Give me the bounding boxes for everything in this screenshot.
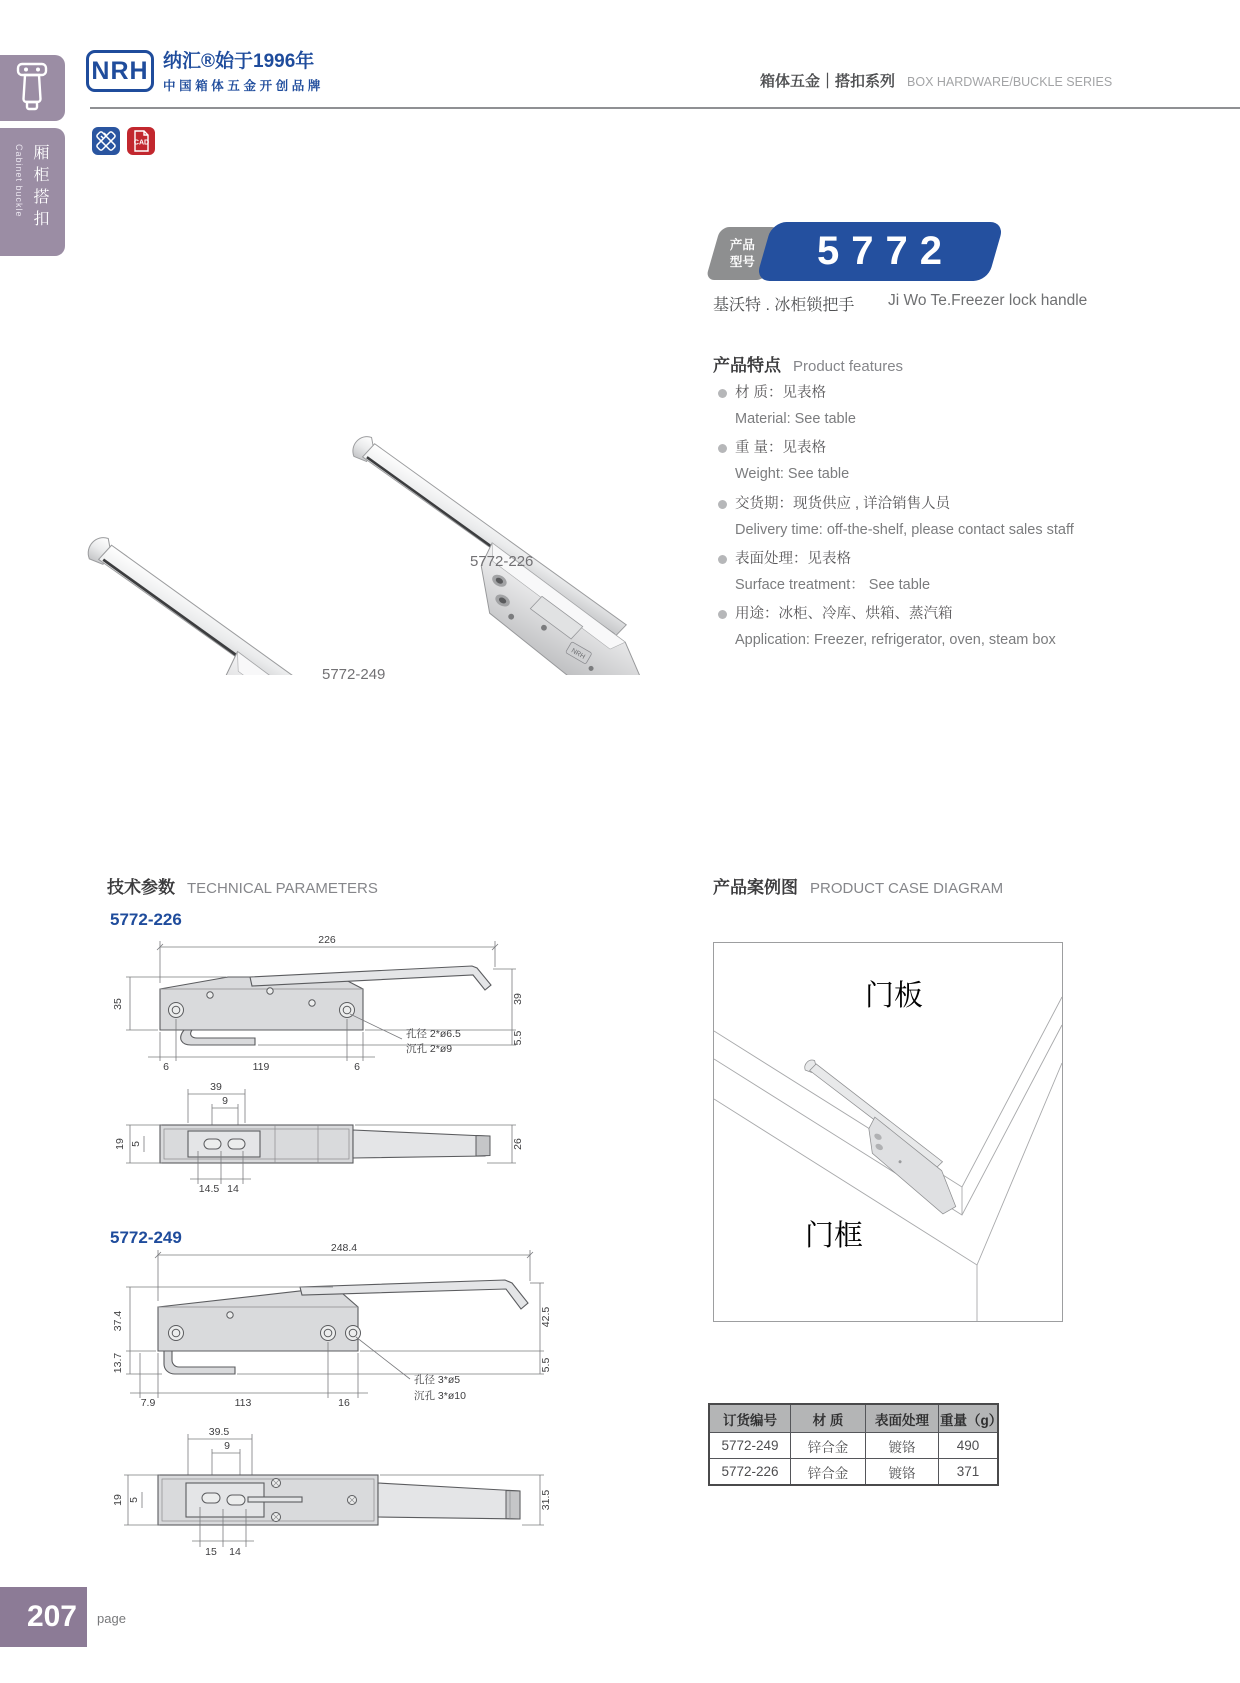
cad-badge [127, 127, 155, 155]
tech-title-en: TECHNICAL PARAMETERS [187, 880, 378, 897]
page-label: page [97, 1611, 126, 1626]
svg-text:9: 9 [224, 1440, 230, 1452]
svg-text:7.9: 7.9 [140, 1397, 156, 1409]
feature-item-surface [713, 549, 1143, 595]
svg-text:6: 6 [163, 1061, 169, 1073]
cad-file-icon [127, 127, 155, 155]
svg-text:226: 226 [318, 934, 336, 946]
spec-table [708, 1403, 1003, 1486]
drawing-249-top-view [100, 1423, 580, 1568]
sidebar-category-icon-box [0, 55, 65, 121]
features-title-en: Product features [793, 358, 904, 375]
svg-text:6: 6 [354, 1061, 360, 1073]
svg-text:沉孔 2*ø9: 沉孔 2*ø9 [406, 1043, 453, 1055]
svg-text:13.7: 13.7 [112, 1352, 124, 1374]
design-tools-icon [92, 127, 120, 155]
cell-weight: 490 [939, 1433, 999, 1459]
feature-item-weight [713, 438, 1143, 484]
design-tools-badge [92, 127, 120, 155]
brand-block [163, 51, 324, 94]
cad-icon-text: CAD [133, 139, 150, 147]
series-title-en: BOX HARDWARE/BUCKLE SERIES [907, 75, 1113, 89]
svg-text:5: 5 [128, 1497, 140, 1503]
feature-cn: 表面处理：见表格 [735, 551, 851, 567]
bullet-icon [718, 500, 727, 509]
series-title [760, 70, 1113, 91]
svg-text:37.4: 37.4 [112, 1310, 124, 1332]
case-title [713, 873, 1003, 898]
brand-line2: 中国箱体五金开创品牌 [163, 79, 325, 93]
case-title-cn: 产品案例图 [713, 878, 798, 897]
svg-text:14: 14 [227, 1183, 239, 1195]
nrh-logo-text: NRH [91, 56, 149, 85]
bullet-icon [718, 555, 727, 564]
svg-text:35: 35 [112, 998, 124, 1010]
svg-text:119: 119 [252, 1061, 270, 1073]
sidebar-tab-label-cn: 厢柜搭扣 [31, 144, 48, 232]
svg-text:14: 14 [229, 1546, 241, 1558]
svg-text:15: 15 [205, 1546, 217, 1558]
svg-text:26: 26 [512, 1138, 524, 1150]
features-title-cn: 产品特点 [713, 356, 781, 375]
cabinet-buckle-icon [0, 55, 65, 121]
model-badge-number [756, 222, 1005, 281]
svg-text:5: 5 [130, 1141, 142, 1147]
case-diagram-box [713, 942, 1063, 1322]
header-divider [90, 107, 1240, 109]
spec-table-header-row [709, 1404, 998, 1433]
table-row [709, 1459, 998, 1486]
model-number: 5772 [816, 229, 954, 273]
col-surface: 表面处理 [866, 1404, 939, 1433]
bullet-icon [718, 444, 727, 453]
cell-surface: 镀铬 [866, 1433, 939, 1459]
feature-item-material [713, 383, 1143, 429]
svg-text:248.4: 248.4 [330, 1243, 358, 1254]
handle-photo-5772-249 [50, 532, 463, 675]
feature-en: Weight: See table [735, 466, 850, 482]
feature-cn: 交货期：现货供应 , 详洽销售人员 [735, 496, 951, 512]
model-badge-line2: 型号 [730, 254, 756, 269]
svg-text:孔径 2*ø6.5: 孔径 2*ø6.5 [406, 1028, 461, 1040]
model-badge-line1: 产品 [730, 237, 756, 252]
case-handle-art [777, 1058, 982, 1218]
photo-label-5772-226: 5772-226 [470, 553, 534, 570]
tech-model-249: 5772-249 [110, 1228, 182, 1247]
feature-en: Delivery time: off-the-shelf, please contact sales staff [735, 522, 1074, 538]
case-title-en: PRODUCT CASE DIAGRAM [810, 880, 1004, 897]
col-weight: 重量（g） [939, 1404, 999, 1433]
case-label-door-frame: 门框 [804, 1220, 864, 1252]
svg-text:42.5: 42.5 [540, 1306, 552, 1328]
svg-text:19: 19 [112, 1494, 124, 1506]
case-diagram-art [714, 943, 1062, 1321]
drawing-226-side-view [100, 933, 580, 1083]
bullet-icon [718, 610, 727, 619]
sidebar-tab-label-en: Cabinet buckle [14, 144, 24, 218]
svg-text:孔径 3*ø5: 孔径 3*ø5 [414, 1374, 461, 1386]
feature-cn: 材 质：见表格 [735, 385, 827, 401]
features-title [713, 351, 903, 376]
bullet-icon [718, 389, 727, 398]
cell-order-number: 5772-249 [709, 1433, 791, 1459]
svg-text:39.5: 39.5 [208, 1426, 230, 1438]
col-order-number: 订货编号 [709, 1404, 791, 1433]
cell-weight: 371 [939, 1459, 999, 1486]
tech-title [107, 873, 378, 898]
case-label-door-panel: 门板 [864, 980, 924, 1012]
feature-en: Material: See table [735, 411, 856, 427]
col-material: 材 质 [791, 1404, 866, 1433]
series-title-cn: 箱体五金｜搭扣系列 [760, 73, 896, 90]
feature-en: Application: Freezer, refrigerator, oven, steam box [735, 632, 1056, 648]
brand-line1: 纳汇®始于1996年 [163, 51, 315, 72]
svg-text:39: 39 [512, 993, 524, 1005]
drawing-249-side-view [100, 1243, 580, 1418]
drawing-226-top-view [100, 1078, 580, 1198]
feature-cn: 重 量：见表格 [735, 440, 827, 456]
tech-title-cn: 技术参数 [107, 878, 175, 897]
page-number-box [0, 1587, 87, 1647]
svg-text:5.5: 5.5 [512, 1030, 524, 1046]
cell-order-number: 5772-226 [709, 1459, 791, 1486]
feature-item-application [713, 604, 1143, 650]
cell-surface: 镀铬 [866, 1459, 939, 1486]
svg-text:113: 113 [234, 1397, 252, 1409]
feature-cn: 用途：冰柜、冷库、烘箱、蒸汽箱 [735, 606, 953, 622]
nrh-logo [86, 50, 154, 92]
product-name-cn: 基沃特 . 冰柜锁把手 [713, 297, 855, 314]
svg-text:16: 16 [338, 1397, 350, 1409]
svg-text:31.5: 31.5 [540, 1489, 552, 1511]
svg-text:9: 9 [222, 1095, 228, 1107]
svg-text:5.5: 5.5 [540, 1357, 552, 1373]
svg-text:39: 39 [210, 1081, 222, 1093]
svg-text:19: 19 [114, 1138, 126, 1150]
cell-material: 锌合金 [791, 1433, 866, 1459]
photo-label-5772-249: 5772-249 [322, 666, 386, 683]
cell-material: 锌合金 [791, 1459, 866, 1486]
feature-en: Surface treatment： See table [735, 577, 931, 593]
table-row [709, 1433, 998, 1459]
tech-model-226: 5772-226 [110, 910, 182, 929]
product-name-en: Ji Wo Te.Freezer lock handle [888, 292, 1088, 309]
svg-text:14.5: 14.5 [198, 1183, 220, 1195]
feature-item-delivery [713, 494, 1143, 540]
svg-text:沉孔 3*ø10: 沉孔 3*ø10 [414, 1390, 466, 1402]
product-photo: NRH [50, 205, 650, 675]
page-number: 207 [26, 1600, 77, 1633]
